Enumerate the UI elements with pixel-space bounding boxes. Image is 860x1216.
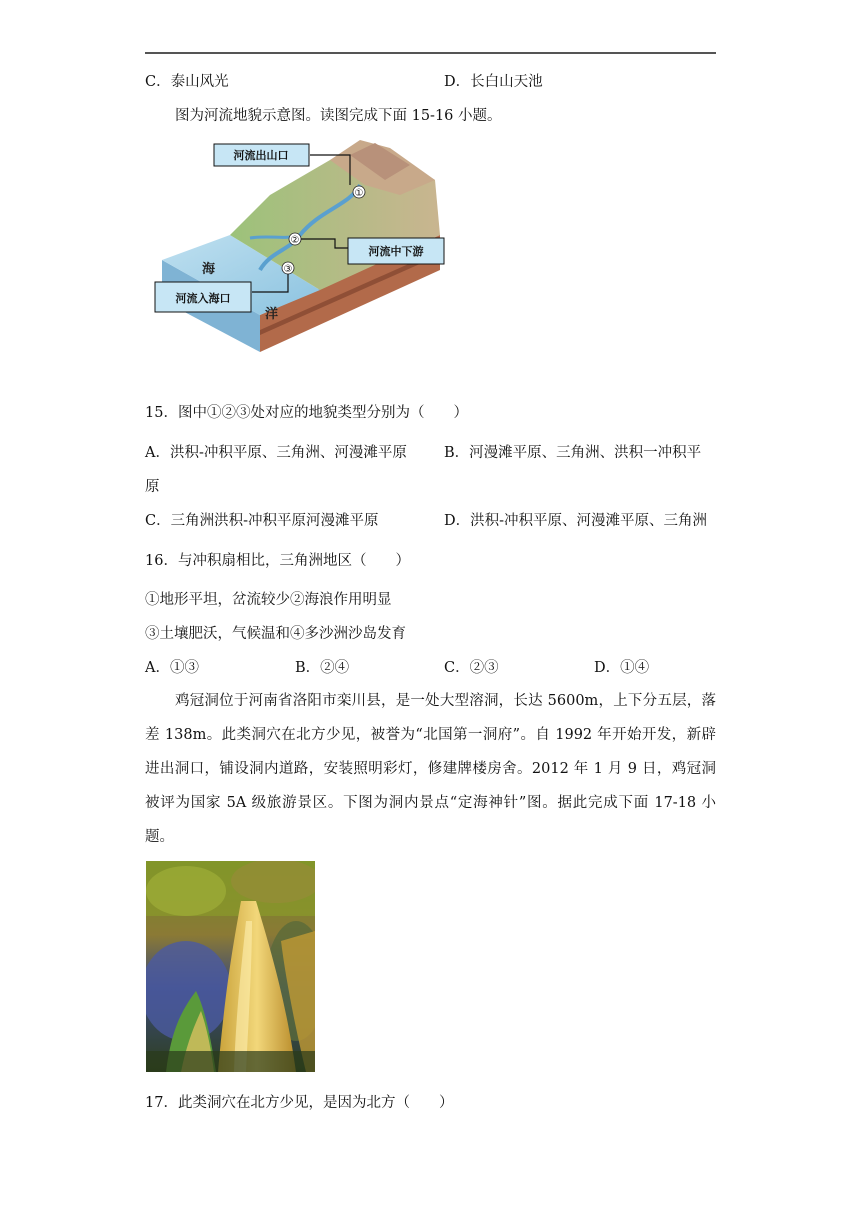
q17-stem: 17．此类洞穴在北方少见，是因为北方（ ） [145, 1095, 454, 1111]
q15-option-b-cont: 原 [145, 479, 160, 495]
q15-stem: 15．图中①②③处对应的地貌类型分别为（ ） [145, 405, 468, 421]
marker-3: ③ [283, 264, 293, 275]
river-landform-diagram [150, 140, 450, 355]
marker-1: ① [354, 188, 364, 199]
cave-stalagmite-photo [146, 861, 315, 1072]
q16-items-2: ③土壤肥沃，气候温和④多沙洲沙岛发育 [145, 626, 406, 642]
passage-line-2: 差 138m。此类洞穴在北方少见，被誉为“北国第一洞府”。自 1992 年开始开发，新辟 [145, 727, 716, 743]
passage-line-3: 进出洞口，铺设洞内道路，安装照明彩灯，修建牌楼房舍。2012 年 1 月 9 日，鸡冠洞 [145, 761, 716, 777]
marker-2: ② [290, 235, 300, 246]
q16-option-b: B．②④ [295, 660, 350, 676]
q15-option-c: C．三角洲洪积-冲积平原河漫滩平原 [145, 513, 379, 529]
q15-option-d: D．洪积-冲积平原、河漫滩平原、三角洲 [444, 513, 708, 529]
passage-line-4: 被评为国家 5A 级旅游景区。下图为洞内景点“定海神针”图。据此完成下面 17-18 小 [145, 795, 716, 811]
q15-option-b: B．河漫滩平原、三角洲、洪积一冲积平 [444, 445, 702, 461]
label-river-outlet: 河流出山口 [233, 149, 289, 162]
q15-option-a: A．洪积-冲积平原、三角洲、河漫滩平原 [145, 445, 407, 461]
q16-option-a: A．①③ [145, 660, 199, 676]
intro-15-16: 图为河流地貌示意图。读图完成下面 15-16 小题。 [175, 108, 502, 124]
passage-line-5: 题。 [145, 829, 174, 845]
q16-items-1: ①地形平坦，岔流较少②海浪作用明显 [145, 592, 392, 608]
label-middle-lower: 河流中下游 [368, 245, 424, 258]
option-c-prev: C．泰山风光 [145, 74, 229, 90]
header-rule [145, 52, 716, 54]
q16-option-c: C．②③ [444, 660, 499, 676]
q16-option-d: D．①④ [594, 660, 650, 676]
sea-char-2: 洋 [265, 307, 279, 322]
option-d-prev: D．长白山天池 [444, 74, 543, 90]
q16-stem: 16．与冲积扇相比，三角洲地区（ ） [145, 553, 410, 569]
sea-char-1: 海 [202, 262, 216, 277]
passage-line-1: 鸡冠洞位于河南省洛阳市栾川县，是一处大型溶洞，长达 5600m，上下分五层，落 [175, 693, 716, 709]
label-river-mouth: 河流入海口 [175, 292, 231, 305]
